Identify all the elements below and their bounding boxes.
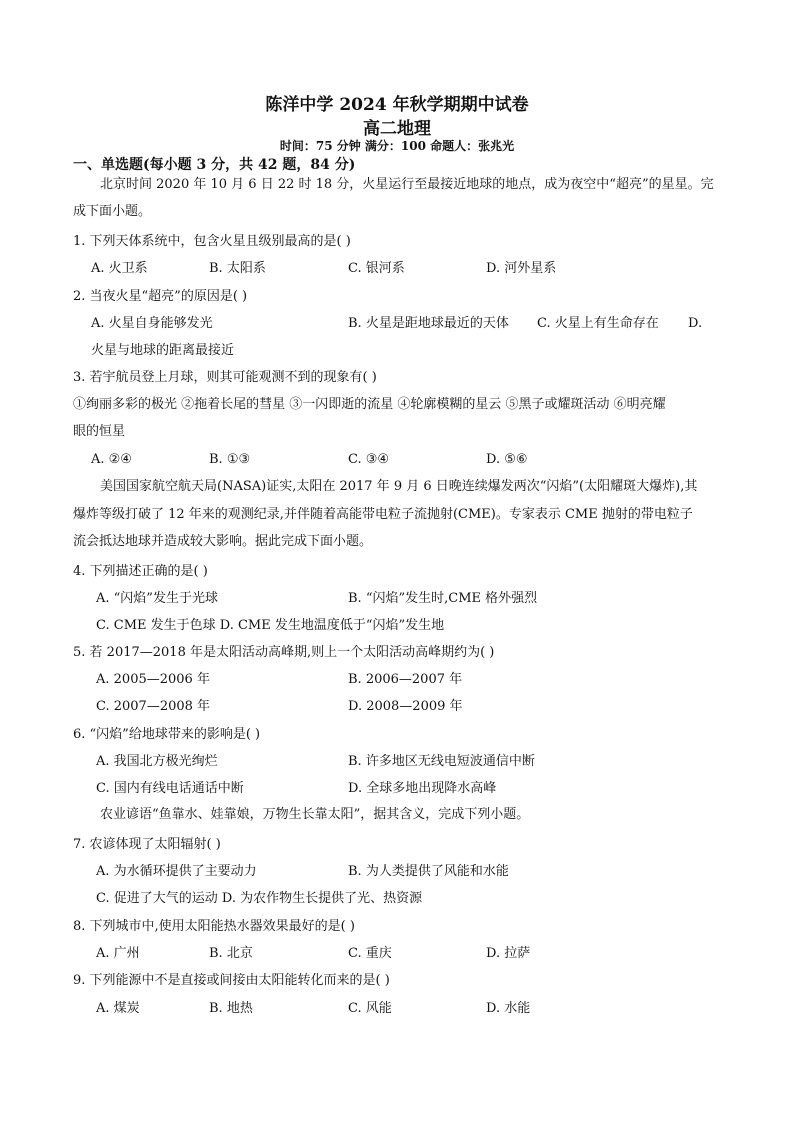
question-3-option-b: B. ①③ [209,452,251,467]
question-5-option-c: C. 2007—2008 年 [96,699,211,714]
question-5-option-b: B. 2006—2007 年 [348,672,463,687]
question-5-option-d: D. 2008—2009 年 [348,699,463,714]
question-9-stem: 9. 下列能源中不是直接或间接由太阳能转化而来的是( ) [73,973,390,988]
question-2-option-d: D. [688,316,703,331]
question-8-option-a: A. 广州 [96,946,140,961]
question-7-stem: 7. 农谚体现了太阳辐射( ) [73,837,221,852]
question-3-option-d: D. ⑤⑥ [486,452,528,467]
passage-2-line-2: 爆炸等级打破了 12 年来的观测纪录,并伴随着高能带电粒子流抛射(CME)。专家表示 CME 抛射的带电粒子 [73,507,693,522]
exam-subject: 高二地理 [363,119,431,139]
question-3-stem: 3. 若宇航员登上月球，则其可能观测不到的现象有( ) [73,370,377,385]
question-9-option-b: B. 地热 [209,1001,253,1016]
question-1-option-b: B. 太阳系 [209,261,266,276]
question-8-stem: 8. 下列城市中,使用太阳能热水器效果最好的是( ) [73,919,355,934]
exam-meta: 时间：75 分钟 满分：100 命题人：张兆光 [279,139,515,153]
question-4-option-a: A. “闪焰”发生于光球 [96,591,218,606]
passage-3-line-1: 农业谚语“鱼靠水、娃靠娘，万物生长靠太阳”，据其含义，完成下列小题。 [100,807,530,822]
question-3-items-line-1: ①绚丽多彩的极光 ②拖着长尾的彗星 ③一闪即逝的流星 ④轮廓模糊的星云 ⑤黑子或耀斑活动 ⑥明亮耀 [73,397,666,412]
question-5-option-a: A. 2005—2006 年 [96,672,210,687]
question-6-stem: 6. “闪焰”给地球带来的影响是( ) [73,727,261,742]
passage-2-line-3: 流会抵达地球并造成较大影响。据此完成下面小题。 [73,534,373,549]
question-4-option-b: B. “闪焰”发生时,CME 格外强烈 [348,591,538,606]
question-4-options-c-d: C. CME 发生于色球 D. CME 发生地温度低于“闪焰”发生地 [96,618,445,633]
question-6-option-d: D. 全球多地出现降水高峰 [348,781,497,796]
question-1-option-d: D. 河外星系 [486,261,557,276]
question-2-option-c: C. 火星上有生命存在 [537,316,659,331]
question-8-option-c: C. 重庆 [348,946,392,961]
question-8-option-d: D. 拉萨 [486,946,531,961]
question-5-stem: 5. 若 2017—2018 年是太阳活动高峰期,则上一个太阳活动高峰期约为( ) [73,645,495,660]
passage-1-line-1: 北京时间 2020 年 10 月 6 日 22 时 18 分，火星运行至最接近地球的地点，成为夜空中“超亮”的星星。完 [100,177,714,192]
question-2-option-d-text: 火星与地球的距离最接近 [91,343,235,358]
question-1-stem: 1. 下列天体系统中，包含火星且级别最高的是( ) [73,234,351,249]
question-3-option-a: A. ②④ [91,452,132,467]
question-3-option-c: C. ③④ [348,452,390,467]
question-3-items-line-2: 眼的恒星 [73,424,126,439]
question-9-option-a: A. 煤炭 [96,1001,140,1016]
exam-title: 陈洋中学 2024 年秋学期期中试卷 [265,95,529,115]
question-6-option-a: A. 我国北方极光绚烂 [96,754,218,769]
question-9-option-c: C. 风能 [348,1001,392,1016]
question-2-option-b: B. 火星是距地球最近的天体 [348,316,509,331]
question-7-option-a: A. 为水循环提供了主要动力 [96,864,257,879]
passage-1-line-2: 成下面小题。 [73,204,152,219]
question-7-option-b: B. 为人类提供了风能和水能 [348,864,509,879]
question-4-stem: 4. 下列描述正确的是( ) [73,564,208,579]
question-9-option-d: D. 水能 [486,1001,531,1016]
question-6-option-b: B. 许多地区无线电短波通信中断 [348,754,535,769]
question-8-option-b: B. 北京 [209,946,253,961]
question-2-stem: 2. 当夜火星“超亮”的原因是( ) [73,289,248,304]
question-1-option-c: C. 银河系 [348,261,405,276]
passage-2-line-1: 美国国家航空航天局(NASA)证实,太阳在 2017 年 9 月 6 日晚连续爆发两次“闪焰”(太阳耀斑大爆炸),其 [100,479,698,494]
question-7-options-c-d: C. 促进了大气的运动 D. 为农作物生长提供了光、热资源 [96,891,423,906]
question-2-option-a: A. 火星自身能够发光 [91,316,213,331]
question-6-option-c: C. 国内有线电话通话中断 [96,781,244,796]
question-1-option-a: A. 火卫系 [91,261,148,276]
section-heading: 一、单选题(每小题 3 分，共 42 题，84 分) [73,157,356,173]
